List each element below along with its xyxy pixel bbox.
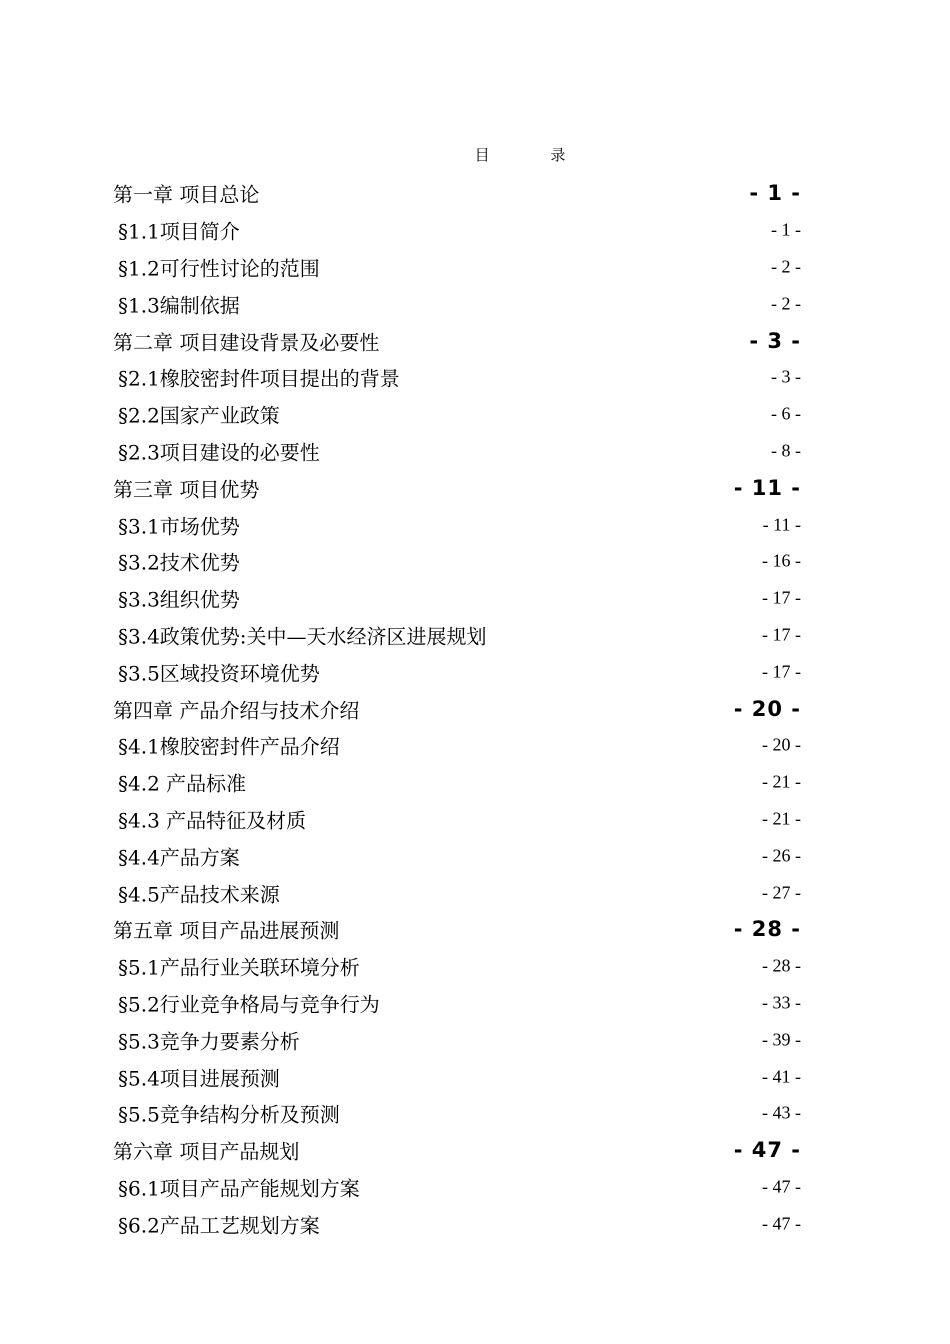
toc-entry-page-number: - 8 - <box>771 440 801 461</box>
toc-entry-page-number: - 17 - <box>762 587 801 608</box>
toc-entry-page-number: - 2 - <box>771 293 801 314</box>
toc-entry-page-number: - 17 - <box>762 661 801 682</box>
toc-entry-title: 第一章 项目总论 <box>113 182 260 207</box>
toc-section-entry[interactable] <box>113 1058 801 1095</box>
toc-entry-title: §5.1产品行业关联环境分析 <box>118 955 360 980</box>
toc-entry-page-number: - 3 - <box>771 366 801 387</box>
toc-section-entry[interactable] <box>113 396 801 433</box>
toc-entry-title: §4.1橡胶密封件产品介绍 <box>118 734 340 759</box>
toc-section-entry[interactable] <box>113 985 801 1022</box>
toc-entry-title: §2.3项目建设的必要性 <box>118 440 320 465</box>
toc-section-entry[interactable] <box>113 801 801 838</box>
toc-chapter-entry[interactable] <box>113 911 801 948</box>
toc-section-entry[interactable] <box>113 948 801 985</box>
toc-section-entry[interactable] <box>113 1205 801 1242</box>
toc-entry-page-number: - 21 - <box>762 808 801 829</box>
toc-entry-page-number: - 21 - <box>762 771 801 792</box>
toc-section-entry[interactable] <box>113 212 801 249</box>
toc-chapter-entry[interactable] <box>113 322 801 359</box>
toc-entry-title: §1.3编制依据 <box>118 293 240 318</box>
toc-section-entry[interactable] <box>113 1169 801 1206</box>
toc-entry-page-number: - 17 - <box>762 624 801 645</box>
toc-entry-page-number: - 20 - <box>733 696 801 721</box>
toc-entry-title: §1.2可行性讨论的范围 <box>118 256 320 281</box>
toc-entry-page-number: - 41 - <box>762 1066 801 1087</box>
toc-entry-page-number: - 26 - <box>762 845 801 866</box>
toc-entry-title: §3.2技术优势 <box>118 550 240 575</box>
toc-entry-page-number: - 47 - <box>762 1176 801 1197</box>
toc-entry-title: §6.2产品工艺规划方案 <box>118 1213 320 1238</box>
toc-entry-title: §3.1市场优势 <box>118 514 240 539</box>
toc-chapter-entry[interactable] <box>113 469 801 506</box>
toc-entry-page-number: - 47 - <box>762 1213 801 1234</box>
toc-section-entry[interactable] <box>113 433 801 470</box>
toc-section-entry[interactable] <box>113 580 801 617</box>
toc-chapter-entry[interactable] <box>113 1132 801 1169</box>
toc-entry-title: §5.4项目进展预测 <box>118 1066 280 1091</box>
page-title: 目 录 <box>474 146 594 164</box>
toc-chapter-entry[interactable] <box>113 175 801 212</box>
toc-entry-page-number: - 1 - <box>771 219 801 240</box>
toc-section-entry[interactable] <box>113 1095 801 1132</box>
toc-entry-title: §3.5区域投资环境优势 <box>118 661 320 686</box>
toc-entry-title: 第六章 项目产品规划 <box>113 1139 300 1164</box>
toc-entry-title: §5.3竞争力要素分析 <box>118 1029 300 1054</box>
toc-section-entry[interactable] <box>113 359 801 396</box>
toc-entry-title: §6.1项目产品产能规划方案 <box>118 1176 360 1201</box>
toc-entry-page-number: - 6 - <box>771 403 801 424</box>
toc-entry-page-number: - 11 - <box>762 514 801 535</box>
toc-entry-page-number: - 47 - <box>733 1138 801 1163</box>
toc-entry-title: §5.2行业竞争格局与竞争行为 <box>118 992 380 1017</box>
toc-entry-page-number: - 28 - <box>762 955 801 976</box>
toc-entry-page-number: - 43 - <box>762 1102 801 1123</box>
toc-chapter-entry[interactable] <box>113 690 801 727</box>
toc-entry-title: §3.4政策优势:关中—天水经济区进展规划 <box>118 624 487 649</box>
toc-entry-title: §2.2国家产业政策 <box>118 403 280 428</box>
toc-entry-title: §2.1橡胶密封件项目提出的背景 <box>118 366 400 391</box>
toc-entry-title: 第五章 项目产品进展预测 <box>113 918 340 943</box>
toc-entry-title: 第四章 产品介绍与技术介绍 <box>113 698 360 723</box>
toc-entry-title: §4.2 产品标准 <box>118 771 247 796</box>
toc-entry-page-number: - 3 - <box>749 328 801 353</box>
toc-section-entry[interactable] <box>113 727 801 764</box>
toc-entry-title: §5.5竞争结构分析及预测 <box>118 1102 340 1127</box>
table-of-contents <box>113 175 801 1242</box>
toc-entry-title: §4.4产品方案 <box>118 845 240 870</box>
toc-section-entry[interactable] <box>113 285 801 322</box>
toc-entry-title: §1.1项目简介 <box>118 219 240 244</box>
toc-entry-page-number: - 27 - <box>762 882 801 903</box>
toc-section-entry[interactable] <box>113 653 801 690</box>
toc-entry-page-number: - 33 - <box>762 992 801 1013</box>
toc-entry-title: §4.3 产品特征及材质 <box>118 808 307 833</box>
toc-entry-page-number: - 28 - <box>733 917 801 942</box>
toc-section-entry[interactable] <box>113 249 801 286</box>
toc-entry-page-number: - 1 - <box>749 181 801 206</box>
toc-entry-title: 第三章 项目优势 <box>113 477 260 502</box>
toc-section-entry[interactable] <box>113 543 801 580</box>
toc-entry-title: §4.5产品技术来源 <box>118 882 280 907</box>
toc-entry-title: 第二章 项目建设背景及必要性 <box>113 330 380 355</box>
toc-section-entry[interactable] <box>113 1021 801 1058</box>
toc-entry-page-number: - 11 - <box>733 475 801 500</box>
toc-section-entry[interactable] <box>113 874 801 911</box>
toc-entry-title: §3.3组织优势 <box>118 587 240 612</box>
toc-entry-page-number: - 16 - <box>762 550 801 571</box>
toc-section-entry[interactable] <box>113 764 801 801</box>
toc-entry-page-number: - 39 - <box>762 1029 801 1050</box>
toc-entry-page-number: - 20 - <box>762 734 801 755</box>
toc-section-entry[interactable] <box>113 617 801 654</box>
toc-section-entry[interactable] <box>113 506 801 543</box>
toc-entry-page-number: - 2 - <box>771 256 801 277</box>
toc-section-entry[interactable] <box>113 837 801 874</box>
